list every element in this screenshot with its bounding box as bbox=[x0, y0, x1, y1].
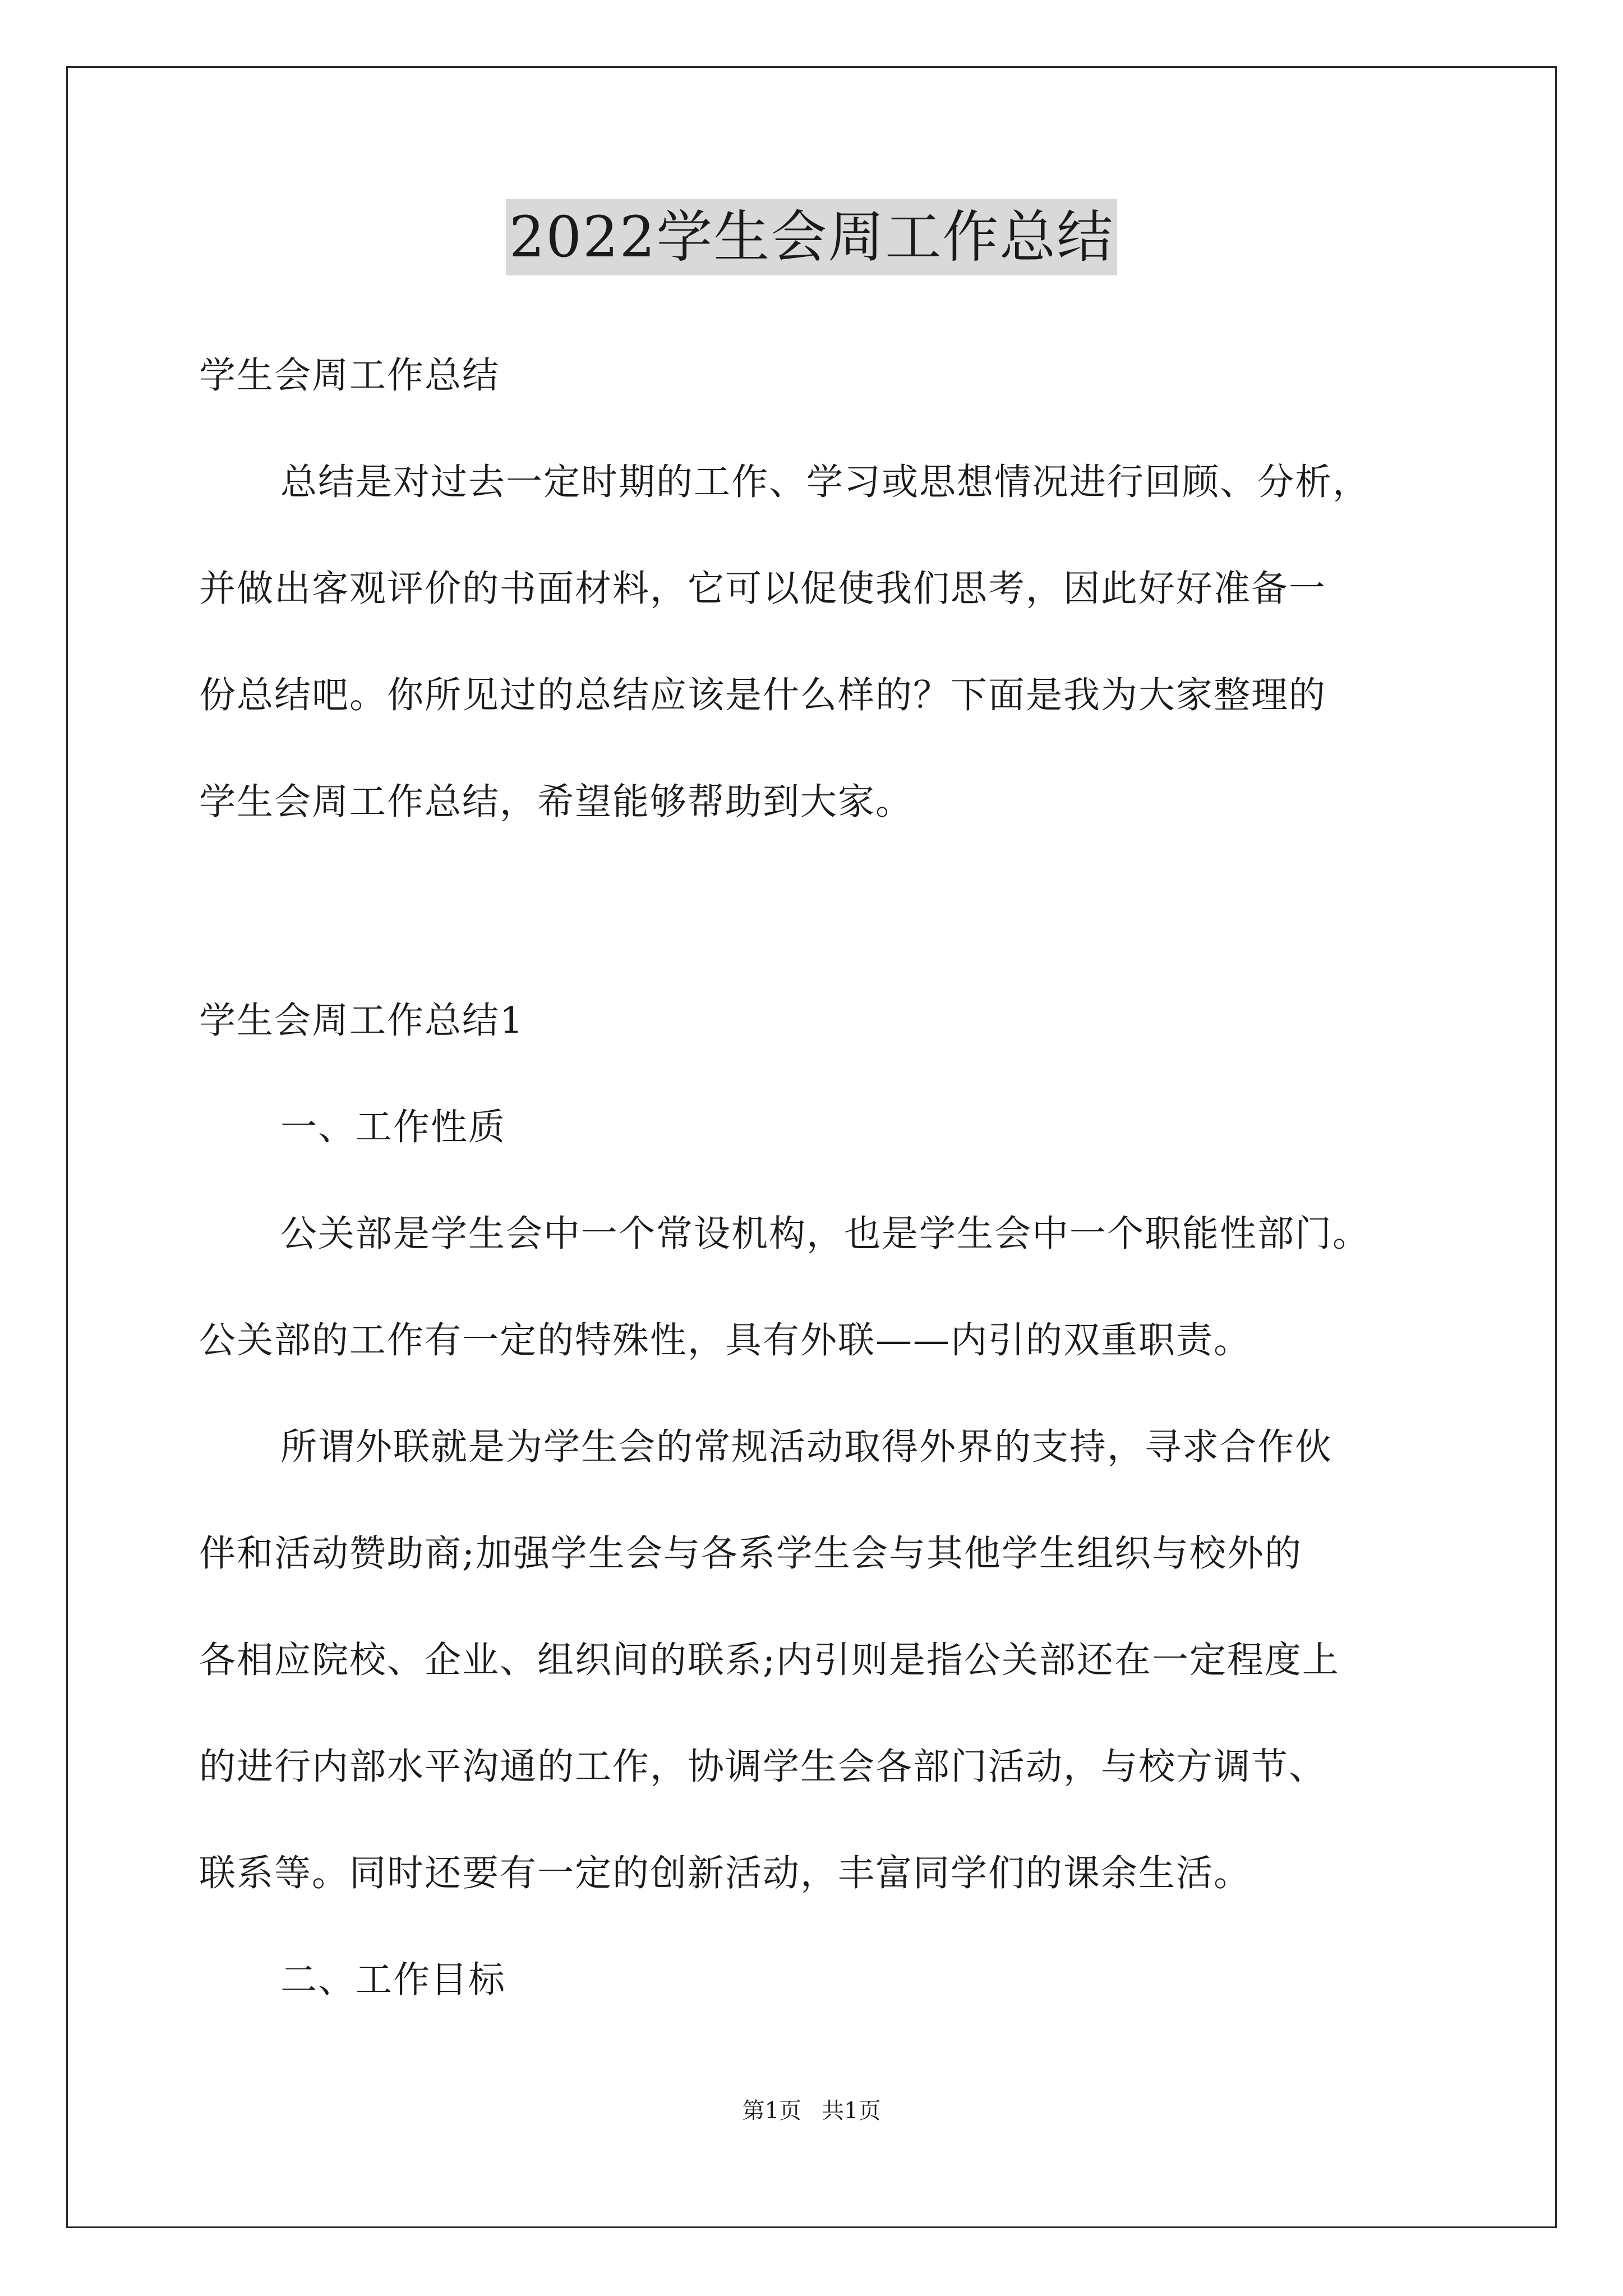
title-container bbox=[0, 199, 1623, 275]
section-heading: 学生会周工作总结1 bbox=[199, 1000, 524, 1042]
paragraph-line: 联系等。同时还要有一定的创新活动，丰富同学们的课余生活。 bbox=[199, 1852, 1252, 1894]
paragraph-line: 所谓外联就是为学生会的常规活动取得外界的支持，寻求合作伙 bbox=[280, 1426, 1333, 1468]
subsection-heading: 二、工作目标 bbox=[280, 1959, 506, 2001]
paragraph-line: 公关部是学生会中一个常设机构，也是学生会中一个职能性部门。 bbox=[280, 1213, 1371, 1255]
paragraph-line: 伴和活动赞助商;加强学生会与各系学生会与其他学生组织与校外的 bbox=[199, 1533, 1302, 1575]
paragraph-line: 的进行内部水平沟通的工作，协调学生会各部门活动，与校方调节、 bbox=[199, 1746, 1327, 1788]
paragraph-line: 并做出客观评价的书面材料，它可以促使我们思考，因此好好准备一 bbox=[199, 568, 1327, 610]
subsection-heading: 一、工作性质 bbox=[280, 1106, 506, 1148]
paragraph-line: 份总结吧。你所见过的总结应该是什么样的？下面是我为大家整理的 bbox=[199, 674, 1327, 716]
paragraph-line: 总结是对过去一定时期的工作、学习或思想情况进行回顾、分析， bbox=[280, 461, 1371, 503]
page-number-current: 第1页 bbox=[742, 2098, 801, 2124]
document-title: 2022学生会周工作总结 bbox=[506, 199, 1118, 275]
paragraph-line: 公关部的工作有一定的特殊性，具有外联——内引的双重职责。 bbox=[199, 1319, 1252, 1361]
paragraph-line: 各相应院校、企业、组织间的联系;内引则是指公关部还在一定程度上 bbox=[199, 1639, 1340, 1681]
page-footer bbox=[0, 2097, 1623, 2125]
paragraph-line: 学生会周工作总结，希望能够帮助到大家。 bbox=[199, 781, 914, 823]
section-heading: 学生会周工作总结 bbox=[199, 355, 500, 397]
page-number-total: 共1页 bbox=[822, 2098, 881, 2124]
